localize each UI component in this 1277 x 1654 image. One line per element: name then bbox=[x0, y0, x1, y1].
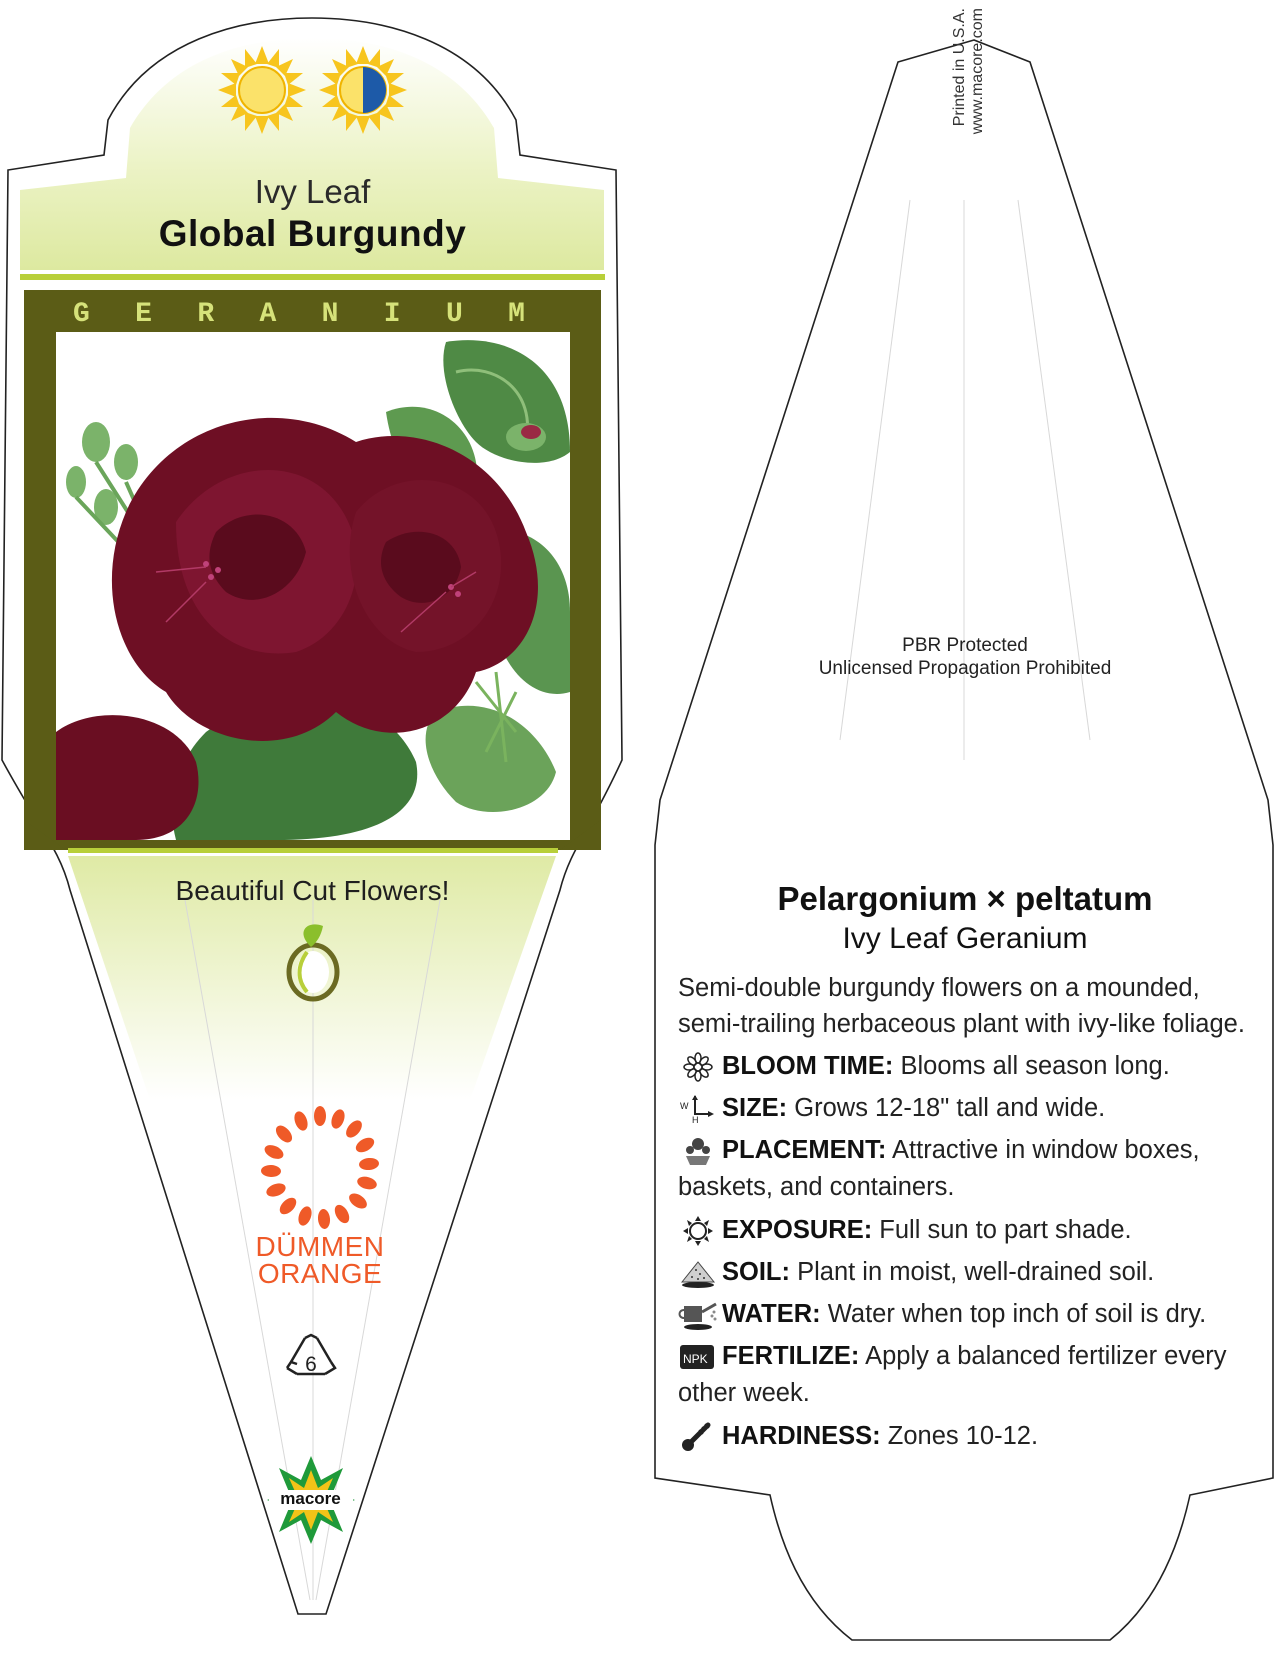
genus-letter: E bbox=[135, 298, 152, 330]
care-row-water bbox=[678, 1296, 1258, 1333]
genus-letter: G bbox=[73, 298, 90, 330]
back-common-name: Ivy Leaf Geranium bbox=[842, 922, 1088, 955]
care-row-size bbox=[678, 1090, 1258, 1127]
recycle-number: 6 bbox=[305, 1353, 317, 1376]
printed-info bbox=[951, 8, 987, 208]
front-lower-rule bbox=[68, 848, 558, 853]
genus-letter: I bbox=[383, 298, 401, 330]
part-shade-icon bbox=[319, 46, 407, 134]
care-text: Grows 12-18" tall and wide. bbox=[794, 1094, 1106, 1122]
flower-icon bbox=[678, 1052, 718, 1082]
size-icon-w: W bbox=[680, 1101, 689, 1112]
care-text: Full sun to part shade. bbox=[879, 1216, 1132, 1244]
full-sun-icon bbox=[218, 46, 306, 134]
sun-icon bbox=[678, 1216, 718, 1246]
pbr-line-1: PBR Protected bbox=[902, 635, 1028, 656]
care-row-exposure bbox=[678, 1212, 1258, 1249]
care-text: Plant in moist, well-drained soil. bbox=[797, 1258, 1155, 1286]
care-label: WATER: bbox=[722, 1300, 821, 1328]
pbr-line-2: Unlicensed Propagation Prohibited bbox=[818, 658, 1112, 679]
care-label: BLOOM TIME: bbox=[722, 1052, 894, 1080]
care-row-bloom bbox=[678, 1048, 1258, 1085]
care-text: Attractive in window boxes, baskets, and containers. bbox=[678, 1136, 1200, 1201]
genus-band bbox=[43, 296, 555, 332]
genus-letter: A bbox=[259, 298, 277, 330]
thermometer-icon bbox=[678, 1422, 718, 1452]
printed-line-1: Printed in U.S.A. bbox=[951, 8, 968, 127]
pbr-notice bbox=[780, 634, 1150, 680]
genus-letter: M bbox=[508, 298, 525, 330]
size-icon bbox=[678, 1094, 718, 1124]
care-text: Water when top inch of soil is dry. bbox=[827, 1300, 1207, 1328]
plant-description: Semi-double burgundy flowers on a mounded, semi-trailing herbaceous plant with ivy-like foliage. bbox=[678, 974, 1245, 1038]
printed-line-2: www.macore.com bbox=[969, 8, 986, 135]
tagline: Beautiful Cut Flowers! bbox=[175, 875, 450, 906]
soil-icon bbox=[678, 1258, 718, 1288]
macore-logo-text: macore bbox=[280, 1489, 341, 1508]
care-label: PLACEMENT: bbox=[722, 1136, 887, 1164]
variety-name: Global Burgundy bbox=[158, 213, 467, 254]
npk-icon bbox=[678, 1342, 718, 1372]
care-row-placement bbox=[678, 1132, 1258, 1206]
care-label: SIZE: bbox=[722, 1094, 788, 1122]
care-row-soil bbox=[678, 1254, 1258, 1291]
care-text: Apply a balanced fertilizer every other week. bbox=[678, 1342, 1227, 1407]
care-label: HARDINESS: bbox=[722, 1422, 881, 1450]
care-label: FERTILIZE: bbox=[722, 1342, 860, 1370]
genus-letter: U bbox=[445, 298, 463, 330]
front-header-rule bbox=[20, 274, 605, 280]
front-common-name: Ivy Leaf bbox=[254, 173, 371, 210]
genus-letter: R bbox=[197, 298, 215, 330]
placement-icon bbox=[678, 1136, 718, 1166]
botanical-name: Pelargonium × peltatum bbox=[777, 880, 1153, 917]
care-text: Zones 10-12. bbox=[887, 1422, 1039, 1450]
care-row-hardiness bbox=[678, 1418, 1258, 1455]
geranium-photo bbox=[56, 332, 570, 840]
care-label: EXPOSURE: bbox=[722, 1216, 873, 1244]
dummen-orange-brand bbox=[225, 1233, 415, 1287]
npk-icon-text: NPK bbox=[683, 1352, 708, 1367]
care-row-fertilize bbox=[678, 1338, 1258, 1412]
watering-can-icon bbox=[678, 1300, 718, 1330]
genus-letter: N bbox=[321, 298, 339, 330]
brand-line-2: ORANGE bbox=[257, 1258, 383, 1289]
care-label: SOIL: bbox=[722, 1258, 790, 1286]
care-text: Blooms all season long. bbox=[900, 1052, 1170, 1080]
brand-line-1: DÜMMEN bbox=[255, 1231, 385, 1262]
size-icon-h: H bbox=[692, 1115, 699, 1125]
